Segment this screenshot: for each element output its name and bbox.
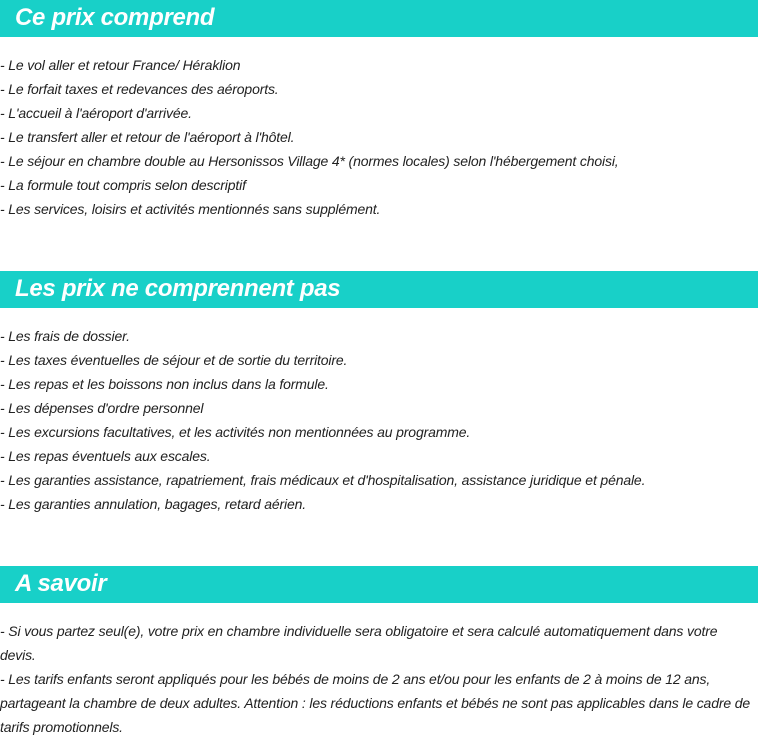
list-item: - Les garanties annulation, bagages, retard aérien. xyxy=(0,496,307,512)
section-title: A savoir xyxy=(15,570,107,597)
section-good-to-know xyxy=(0,566,758,735)
list-item: - Le transfert aller et retour de l'aéroport à l'hôtel. xyxy=(0,129,295,145)
list-item: - L'accueil à l'aéroport d'arrivée. xyxy=(0,105,192,121)
section-title: Les prix ne comprennent pas xyxy=(15,275,341,302)
list-item: - Les frais de dossier. xyxy=(0,328,130,344)
section-included xyxy=(0,0,758,217)
section-header-band xyxy=(0,271,758,308)
list-item: - Les services, loisirs et activités mentionnés sans supplément. xyxy=(0,201,381,217)
section-header-band xyxy=(0,0,758,37)
list-item: - Les garanties assistance, rapatriement, frais médicaux et d'hospitalisation, assistance juridique et pénale. xyxy=(0,472,646,488)
list-item: - Les dépenses d'ordre personnel xyxy=(0,400,204,416)
list-item: - Les repas éventuels aux escales. xyxy=(0,448,211,464)
list-item: - La formule tout compris selon descriptif xyxy=(0,177,246,193)
list-item: - Le forfait taxes et redevances des aéroports. xyxy=(0,81,279,97)
good-to-know-list xyxy=(0,619,752,739)
list-item: - Les repas et les boissons non inclus dans la formule. xyxy=(0,376,329,392)
list-item: - Si vous partez seul(e), votre prix en chambre individuelle sera obligatoire et sera calculé automatiquement dans votre devis. xyxy=(0,623,718,663)
included-list xyxy=(0,53,619,221)
list-item: - Les tarifs enfants seront appliqués pour les bébés de moins de 2 ans et/ou pour les enfants de 2 à moins de 12 ans, partageant la chambre de deux adultes. Attention : les réductions enfants et bébés ne sont pas applicables dans le cadre de tarifs promotionnels. xyxy=(0,671,750,735)
section-header-band xyxy=(0,566,758,603)
list-item: - Le vol aller et retour France/ Héraklion xyxy=(0,57,241,73)
list-item: - Les excursions facultatives, et les activités non mentionnées au programme. xyxy=(0,424,471,440)
section-not-included xyxy=(0,271,758,512)
section-title: Ce prix comprend xyxy=(15,4,215,31)
list-item: - Le séjour en chambre double au Hersonissos Village 4* (normes locales) selon l'hébergement choisi, xyxy=(0,153,619,169)
not-included-list xyxy=(0,324,645,516)
list-item: - Les taxes éventuelles de séjour et de sortie du territoire. xyxy=(0,352,348,368)
